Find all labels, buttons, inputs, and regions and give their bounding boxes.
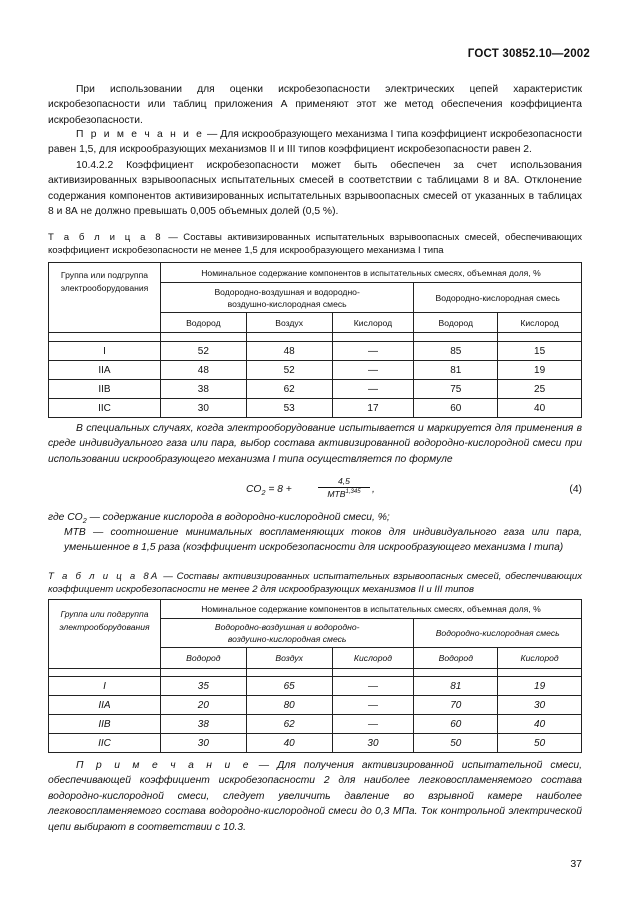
table-8a — [48, 599, 582, 753]
paragraph-methods: При использовании для оценки искробезопасности электрических цепей характеристик искробезопасности или таблиц приложения А применяют этот же метод обеспечения коэффициента искробезопасности. — [48, 84, 582, 126]
table-cell: — — [332, 677, 414, 696]
note-2 — [48, 758, 582, 835]
table-8-group-header: Группа или подгруппа электрооборудования — [49, 263, 161, 333]
table-row — [49, 399, 582, 418]
table-cell: 40 — [498, 715, 582, 734]
where-line-1-base: где CO — [48, 512, 83, 523]
table-cell: 75 — [414, 380, 498, 399]
formula-lhs-base: CO — [246, 484, 262, 495]
table-cell: 30 — [498, 696, 582, 715]
table-8a-spacer — [332, 669, 414, 677]
table-8a-col-header: Водород — [160, 648, 246, 669]
table-8a-spacer — [246, 669, 332, 677]
table-row — [49, 734, 582, 753]
table-cell: I — [49, 342, 161, 361]
table-cell: 40 — [498, 399, 582, 418]
table-cell: IIB — [49, 380, 161, 399]
table-cell: I — [49, 677, 161, 696]
table-cell: 48 — [246, 342, 332, 361]
table-cell: 52 — [160, 342, 246, 361]
table-8a-spacer — [160, 669, 246, 677]
formula-4 — [246, 476, 386, 508]
table-8-col-header: Воздух — [246, 313, 332, 333]
table-cell: 81 — [414, 677, 498, 696]
formula-numerator: 4,5 — [318, 476, 370, 488]
note-1 — [48, 127, 582, 158]
formula-eq: = 8 + — [268, 484, 292, 495]
table-cell: 30 — [332, 734, 414, 753]
table-8a-content-header: Номинальное содержание компонентов в испытательных смесях, объемная доля, % — [160, 600, 581, 619]
table-8a-col-header: Кислород — [498, 648, 582, 669]
table-cell: 81 — [414, 361, 498, 380]
table-8a-mix2-header: Водородно-кислородная смесь — [414, 619, 582, 648]
table-cell: 50 — [498, 734, 582, 753]
table-cell: IIC — [49, 734, 161, 753]
table-8a-col-header: Водород — [414, 648, 498, 669]
table-8a-col-header: Кислород — [332, 648, 414, 669]
table-cell: 60 — [414, 715, 498, 734]
formula-lhs — [246, 484, 292, 497]
table-8-caption-text: — Составы активизированных испытательных взрывоопасных смесей, обеспечивающих коэффициент искробезопасности не менее 1,5 для искрообразующего механизма I типа — [48, 232, 582, 256]
table-cell: IIA — [49, 361, 161, 380]
table-8a-spacer — [498, 669, 582, 677]
page-number: 37 — [570, 858, 582, 870]
table-8a-spacer — [414, 669, 498, 677]
note-2-label: П р и м е ч а н и е — [76, 760, 251, 771]
formula-fraction — [318, 476, 370, 499]
formula-den-sup: 1,345 — [345, 489, 361, 496]
table-8-spacer — [160, 333, 246, 342]
table-row — [49, 677, 582, 696]
table-8a-caption-text: — Составы активизированных испытательных взрывоопасных смесей, обеспечивающих коэффициент искробезопасности не менее 2 для искрообразующих механизмов II и III типов — [48, 571, 582, 595]
where-line-1-text: — содержание кислорода в водородно-кислородной смеси, %; — [86, 512, 390, 523]
table-cell: 25 — [498, 380, 582, 399]
table-cell: 38 — [160, 715, 246, 734]
note-2-text: — Для получения активизированной испытательной смеси, обеспечивающей коэффициент искробезопасности 2 для наиболее легковоспламеняемого состава водородно-кислородной смеси, следует увеличить давление во взрывной камере наиболее легковоспламеняемого состава водородно-кислородной смеси до 0,3 МПа. Ток контрольной электрической цепи выбирают в соответствии с 10.3. — [48, 760, 582, 833]
where-line-2: MTB — соотношение минимальных воспламеняющих токов для индивидуального газа или пара, уменьшенное в 1,5 раза (коэффициент искробезопасности для искрообразующего механизма I типа) — [64, 527, 582, 554]
table-cell: — — [332, 342, 414, 361]
table-cell: 80 — [246, 696, 332, 715]
note-1-label: П р и м е ч а н и е — [76, 129, 205, 140]
table-cell: 40 — [246, 734, 332, 753]
table-8-caption — [48, 231, 582, 257]
formula-lhs-sub: 2 — [261, 488, 266, 498]
table-8-caption-label: Т а б л и ц а 8 — [48, 232, 163, 243]
table-cell: 30 — [160, 734, 246, 753]
paragraph-10-4-2-2: 10.4.2.2 Коэффициент искробезопасности может быть обеспечен за счет использования активизированных взрывоопасных испытательных смесей в соответствии с таблицами 8 и 8А. Отклонение содержания компонентов активизированных испытательных взрывоопасных смесей от указанных в таблицах 8 и 8А не должно превышать 0,005 объемных долей (0,5 %). — [48, 160, 582, 218]
table-cell: — — [332, 380, 414, 399]
formula-number: (4) — [569, 484, 582, 495]
table-cell: 19 — [498, 361, 582, 380]
table-cell: 50 — [414, 734, 498, 753]
table-cell: 65 — [246, 677, 332, 696]
formula-tail: , — [372, 484, 375, 495]
table-8-mix1-header: Водородно-воздушная и водородно-воздушно-кислородная смесь — [160, 283, 413, 313]
table-8-spacer — [414, 333, 498, 342]
table-8-spacer — [246, 333, 332, 342]
paragraph-special-cases: В специальных случаях, когда электрооборудование испытывается и маркируется для применения в среде индивидуального газа или пара, выбор состава активизированной водородно-кислородной смеси при использовании искрообразующего механизма I типа осуществляется по формуле — [48, 423, 582, 465]
table-8-mix2-header: Водородно-кислородная смесь — [414, 283, 582, 313]
table-8-col-header: Водород — [414, 313, 498, 333]
table-cell: — — [332, 696, 414, 715]
table-8-spacer — [49, 333, 161, 342]
table-cell: 35 — [160, 677, 246, 696]
table-8a-caption — [48, 570, 582, 596]
table-row — [49, 380, 582, 399]
table-8-content-header: Номинальное содержание компонентов в испытательных смесях, объемная доля, % — [160, 263, 581, 283]
table-cell: 52 — [246, 361, 332, 380]
table-cell: 60 — [414, 399, 498, 418]
table-cell: 15 — [498, 342, 582, 361]
table-row — [49, 342, 582, 361]
formula-den-base: MTB — [327, 489, 346, 499]
table-cell: 17 — [332, 399, 414, 418]
table-cell: IIB — [49, 715, 161, 734]
table-row — [49, 715, 582, 734]
table-cell: IIA — [49, 696, 161, 715]
table-row — [49, 696, 582, 715]
table-cell: 62 — [246, 380, 332, 399]
table-8 — [48, 262, 582, 418]
table-cell: 38 — [160, 380, 246, 399]
table-cell: 30 — [160, 399, 246, 418]
table-8a-group-header: Группа или подгруппа электрооборудования — [49, 600, 161, 669]
where-line-1-sub: 2 — [82, 516, 87, 526]
table-8-col-header: Кислород — [332, 313, 414, 333]
table-8a-mix1-header: Водородно-воздушная и водородно-воздушно-кислородная смесь — [160, 619, 413, 648]
document-header: ГОСТ 30852.10—2002 — [467, 48, 590, 60]
table-cell: 70 — [414, 696, 498, 715]
table-cell: 19 — [498, 677, 582, 696]
table-8a-spacer — [49, 669, 161, 677]
table-8-spacer — [498, 333, 582, 342]
table-cell: — — [332, 715, 414, 734]
table-8-col-header: Водород — [160, 313, 246, 333]
table-cell: — — [332, 361, 414, 380]
table-cell: 48 — [160, 361, 246, 380]
table-cell: IIC — [49, 399, 161, 418]
formula-denominator — [318, 488, 370, 499]
table-8-spacer — [332, 333, 414, 342]
table-row — [49, 361, 582, 380]
table-cell: 20 — [160, 696, 246, 715]
table-cell: 53 — [246, 399, 332, 418]
table-cell: 62 — [246, 715, 332, 734]
table-8a-caption-label: Т а б л и ц а 8А — [48, 571, 160, 582]
table-cell: 85 — [414, 342, 498, 361]
note-1-text: — Для искрообразующего механизма I типа коэффициент искробезопасности равен 1,5, для искрообразующих механизмов II и III типов коэффициент искробезопасности равен 2. — [48, 129, 582, 156]
table-8-col-header: Кислород — [498, 313, 582, 333]
table-8a-col-header: Воздух — [246, 648, 332, 669]
